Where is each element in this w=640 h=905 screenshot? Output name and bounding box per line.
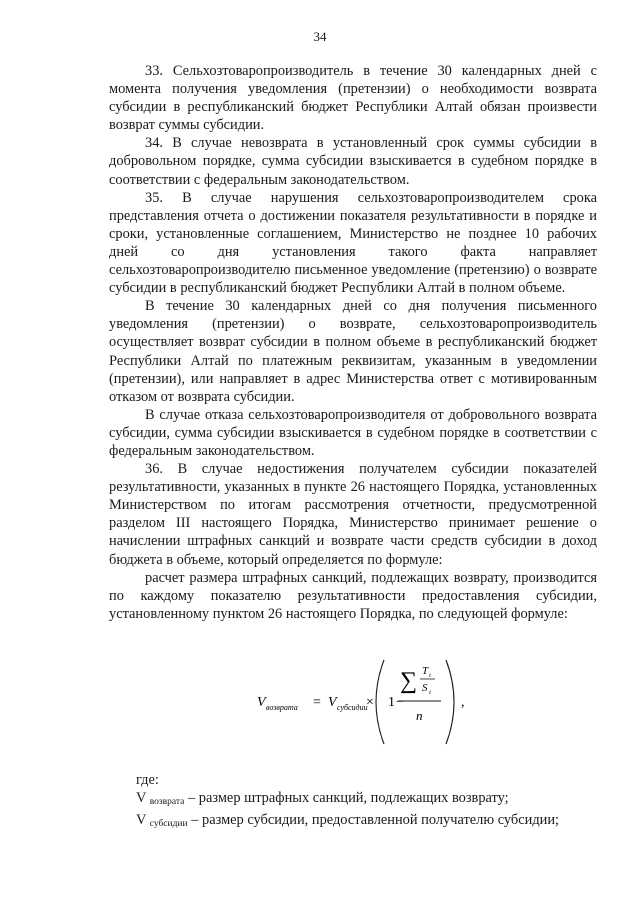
- paragraph-34: 34. В случае невозврата в установленный срок суммы субсидии в добровольном порядке, сумма субсидии взыскивается в судебном порядке в соответствии с федеральным законодательством.: [109, 135, 597, 188]
- formula-trailing-comma: ,: [461, 695, 465, 710]
- formula-lhs-symbol: V: [257, 695, 266, 710]
- denominator-n: n: [416, 708, 423, 723]
- paragraph-33: 33. Сельхозтоваропроизводитель в течение 30 календарных дней с момента получения уведомления (претензии) о необходимости возврата субсидии в республиканский бюджет Республики Алтай обязан произвести возврат суммы субсидии.: [109, 63, 597, 134]
- formula-rhs-subscript: субсидии: [337, 703, 368, 712]
- numerator-t: T: [422, 665, 429, 677]
- paragraph-calculation: расчет размера штрафных санкций, подлежащих возврату, производится по каждому показателю результативности предоставления субсидии, установленному пунктом 26 настоящего Порядка, по следующей формуле:: [109, 569, 597, 622]
- legend-symbol: V: [136, 790, 147, 807]
- formula-times: ×: [366, 695, 374, 710]
- legend-item-v-subsidy: [109, 811, 597, 833]
- legend-text: – размер субсидии, предоставленной получателю субсидии;: [187, 812, 560, 829]
- legend-subscript: возврата: [149, 797, 185, 808]
- paragraph-36: 36. В случае недостижения получателем субсидии показателей результативности, указанных в пункте 26 настоящего Порядка, установленных Министерством по итогам рассмотрения отчетности, предусмотренной разделом III настоящего Порядка, Министерство принимает решение о начислении штрафных санкций и возврате части средств субсидии в доход бюджета в объеме, который определяется по формуле:: [109, 461, 597, 568]
- legend-symbol: V: [136, 812, 147, 829]
- formula-equals: =: [313, 695, 321, 710]
- numerator-t-index: i: [429, 672, 431, 679]
- formula-svg: [255, 654, 475, 750]
- page-number: 34: [313, 29, 327, 44]
- penalty-formula: [255, 654, 475, 750]
- paragraph-refusal: В случае отказа сельхозтоваропроизводителя от добровольного возврата субсидии, сумма субсидии взыскивается в судебном порядке в соответствии с федеральным законодательством.: [109, 406, 597, 459]
- document-body: [109, 62, 597, 623]
- sum-symbol: ∑: [400, 668, 418, 694]
- paragraph-35: 35. В случае нарушения сельхозтоваропроизводителем срока представления отчета о достижении показателя результативности в порядке и сроки, установленные соглашением, Министерство не позднее 10 рабочих дней со дня установления такого факта направляет сельхозтоваропроизводителю письменное уведомление (претензию) о возврате субсидии в республиканский бюджет Республики Алтай в полном объеме.: [109, 189, 597, 297]
- formula-one: 1: [388, 695, 395, 710]
- formula-lhs-subscript: возврата: [266, 703, 298, 712]
- formula-minus: −: [396, 695, 404, 710]
- legend-text: – размер штрафных санкций, подлежащих возврату;: [184, 790, 509, 807]
- legend-subscript: субсидии: [149, 819, 188, 830]
- denominator-s: S: [422, 682, 428, 694]
- legend-item-v-return: [109, 789, 597, 811]
- formula-rhs-symbol: V: [328, 695, 337, 710]
- left-paren: [376, 660, 384, 744]
- legend-intro: где:: [136, 772, 159, 788]
- denominator-s-index: i: [429, 689, 431, 696]
- paragraph-return-term: В течение 30 календарных дней со дня получения письменного уведомления (претензии) о возврате, сельхозтоваропроизводитель осуществляет возврат субсидии в полном объеме в республиканский бюджет Республики Алтай по платежным реквизитам, указанным в уведомлении (претензии), или направляет в адрес Министерства ответ с мотивированным отказом от возврата субсидии.: [109, 298, 597, 405]
- formula-legend: [109, 771, 597, 833]
- right-paren: [446, 660, 454, 744]
